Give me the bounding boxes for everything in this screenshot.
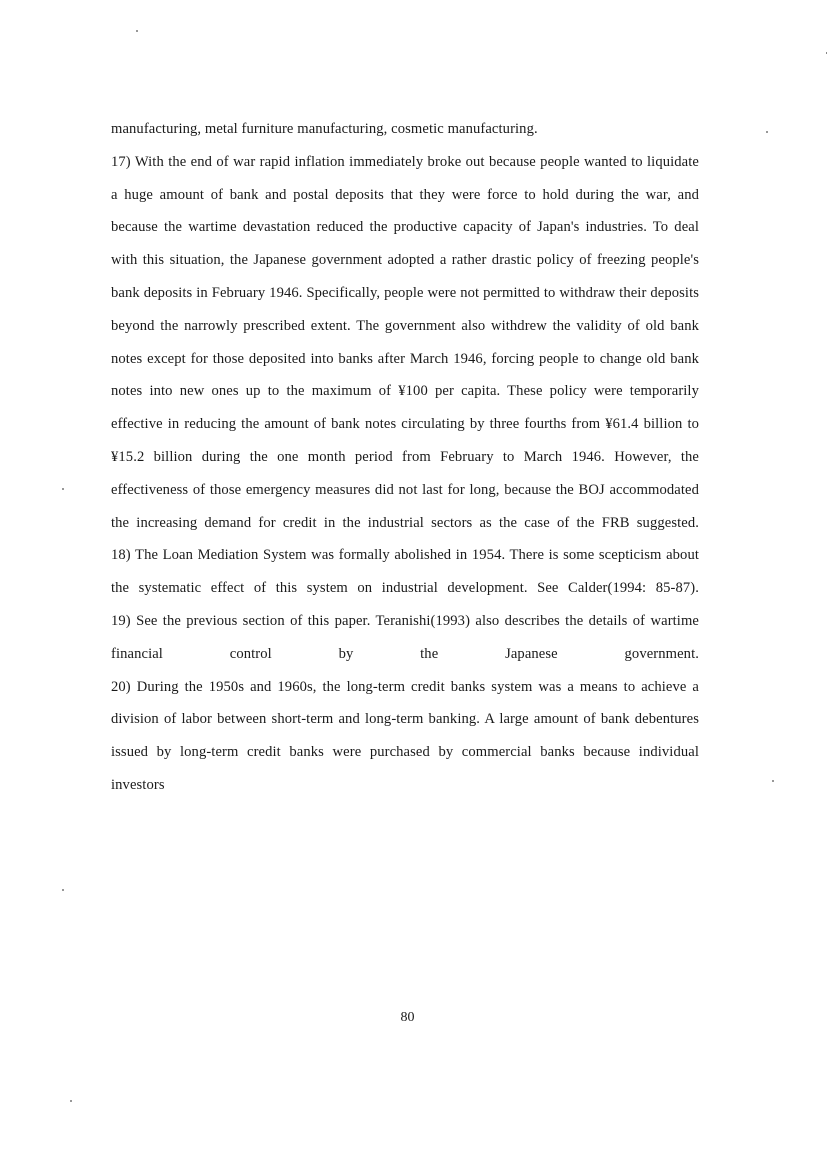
scan-speck <box>62 889 64 891</box>
page-number: 80 <box>400 1010 415 1025</box>
continued-footnote-text: manufacturing, metal furniture manufacturing, cosmetic manufacturing. <box>111 121 538 137</box>
footnote-18: 18) The Loan Mediation System was formally abolished in 1954. There is some scepticism about the systematic effect of this system on industrial development. See Calder(1994: 85-87). <box>111 547 699 597</box>
footnotes-body <box>111 113 699 802</box>
scan-speck <box>136 30 138 32</box>
scan-speck <box>772 780 774 782</box>
footnote-20: 20) During the 1950s and 1960s, the long-term credit banks system was a means to achieve a division of labor between short-term and long-term banking. A large amount of bank debentures issued by long-term credit banks were purchased by commercial banks because individual investors <box>111 678 699 793</box>
scan-speck <box>70 1100 72 1102</box>
footnote-19: 19) See the previous section of this paper. Teranishi(1993) also describes the details of wartime financial control by the Japanese government. <box>111 612 699 662</box>
scan-speck <box>766 131 768 133</box>
scan-speck <box>62 488 64 490</box>
footnote-17: 17) With the end of war rapid inflation immediately broke out because people wanted to liquidate a huge amount of bank and postal deposits that they were force to hold during the war, and because the wartime devastation reduced the productive capacity of Japan's industries. To deal with this situation, the Japanese government adopted a rather drastic policy of freezing people's bank deposits in February 1946. Specifically, people were not permitted to withdraw their deposits beyond the narrowly prescribed extent. The government also withdrew the validity of old bank notes except for those deposited into banks after March 1946, forcing people to change old bank notes into new ones up to the maximum of ¥100 per capita. These policy were temporarily effective in reducing the amount of bank notes circulating by three fourths from ¥61.4 billion to ¥15.2 billion during the one month period from February to March 1946. However, the effectiveness of those emergency measures did not last for long, because the BOJ accommodated the increasing demand for credit in the industrial sectors as the case of the FRB suggested. <box>111 153 699 531</box>
